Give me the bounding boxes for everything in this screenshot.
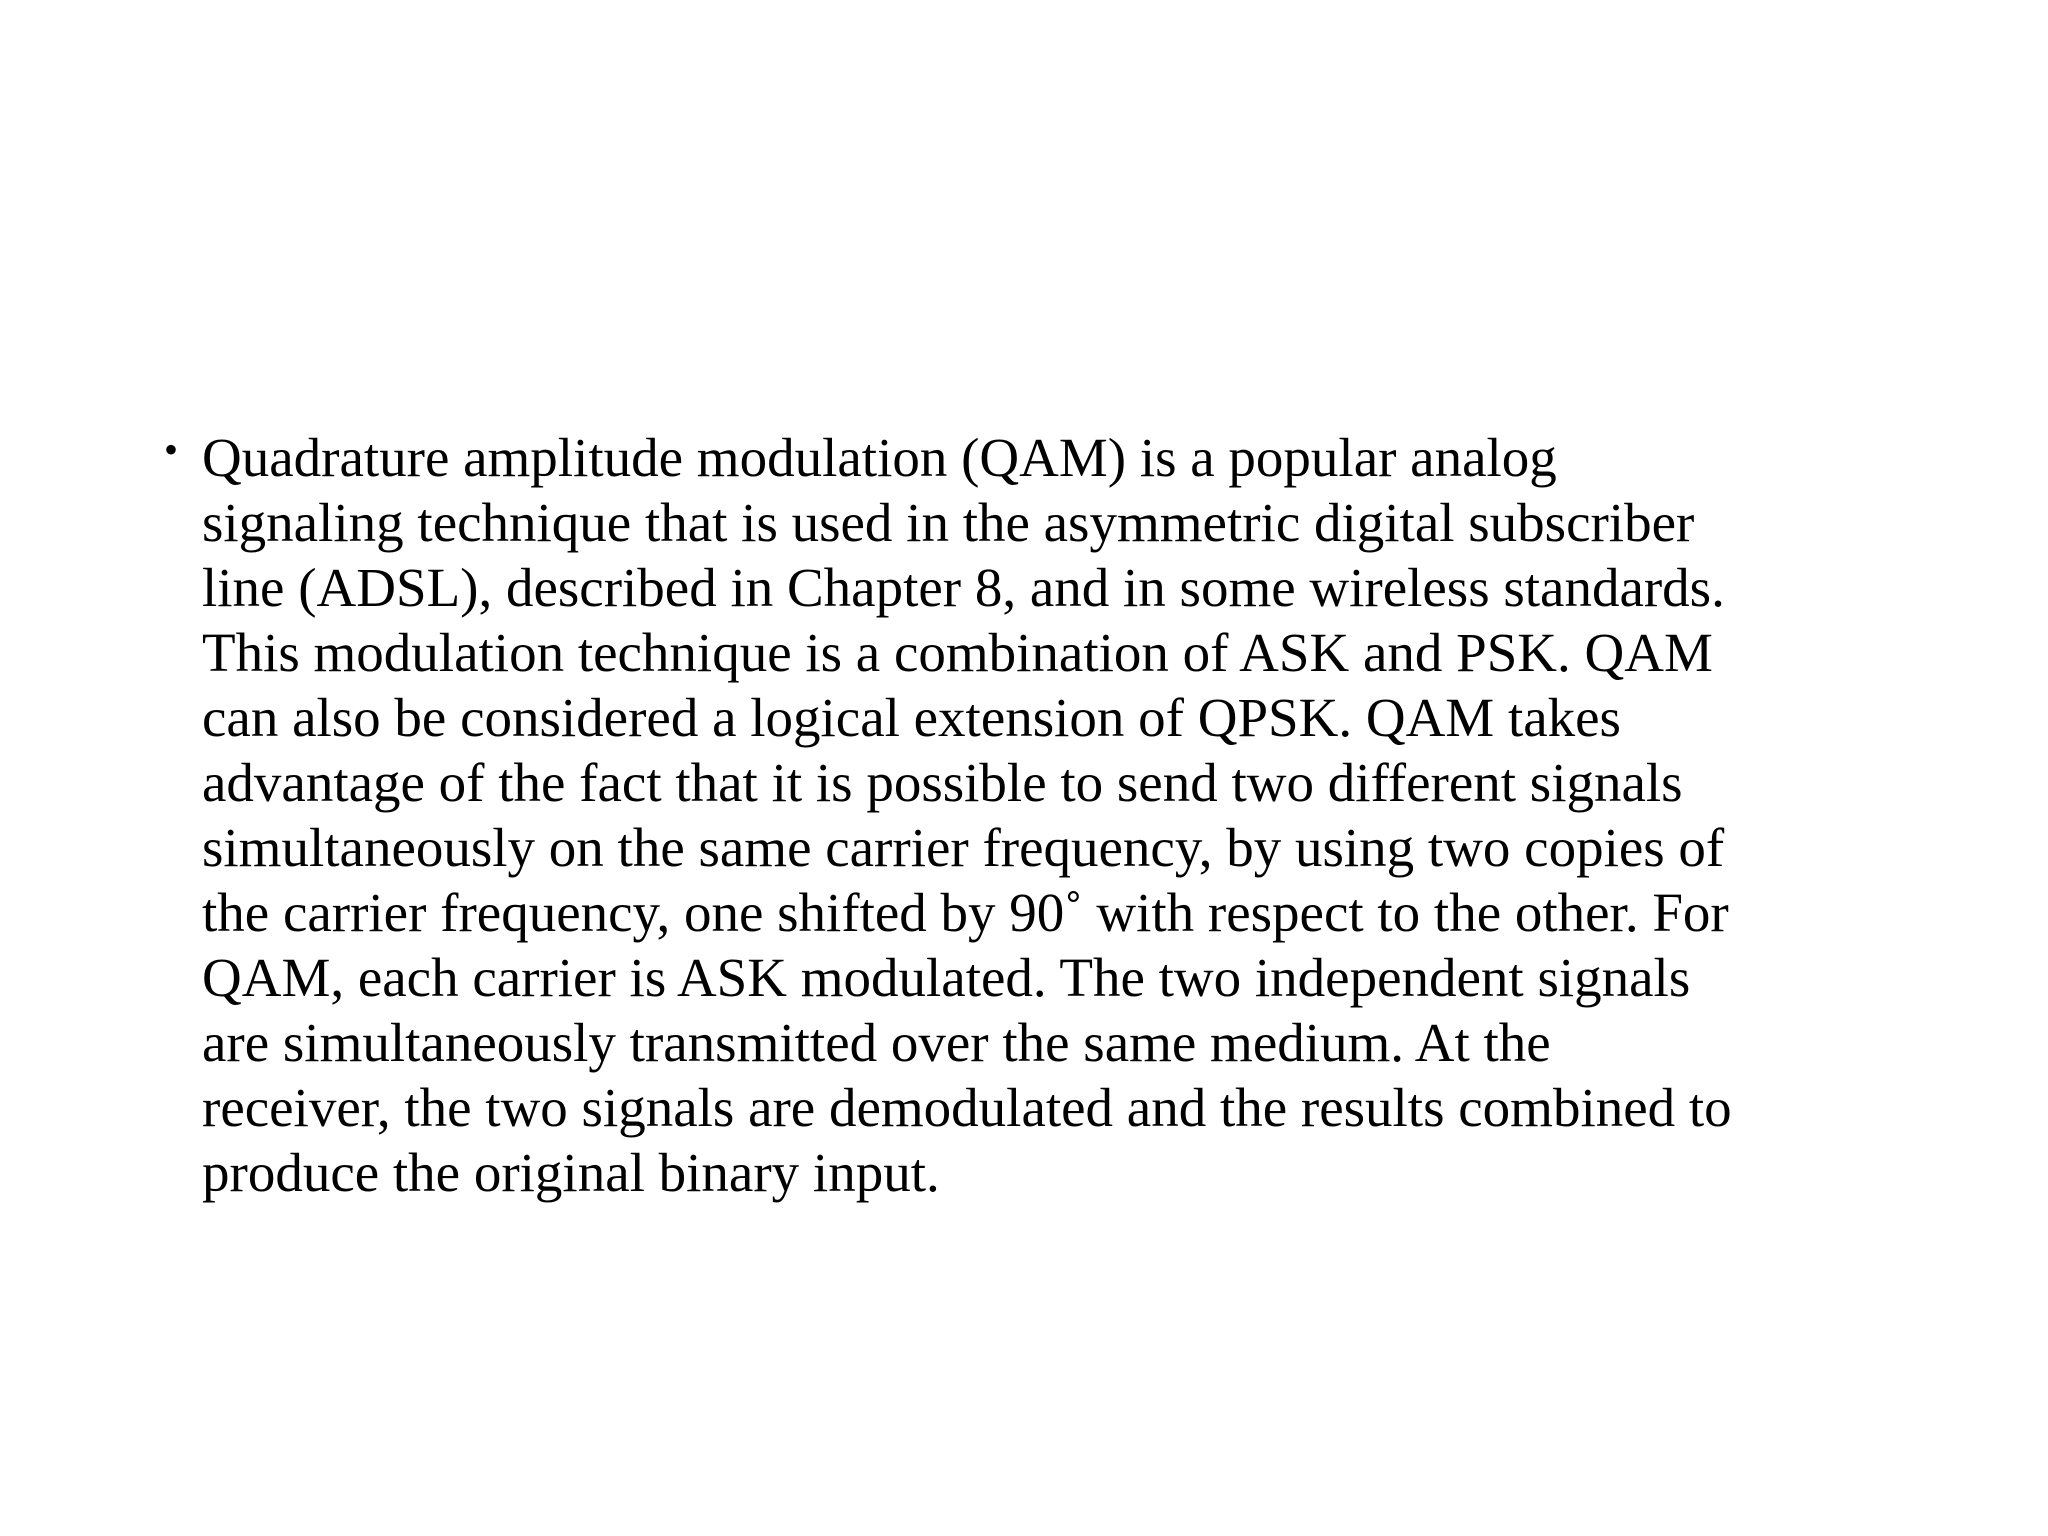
bullet-marker: • <box>164 427 179 472</box>
paragraph-line: are simultaneously transmitted over the same medium. At the <box>202 1012 1551 1073</box>
paragraph-line: the carrier frequency, one shifted by 90˚ with respect to the other. For <box>202 882 1729 943</box>
bullet-list <box>160 425 1920 1205</box>
paragraph-line: Quadrature amplitude modulation (QAM) is a popular analog <box>202 427 1557 488</box>
paragraph-line: can also be considered a logical extension of QPSK. QAM takes <box>202 687 1621 748</box>
paragraph-line: produce the original binary input. <box>202 1142 940 1203</box>
paragraph-line: line (ADSL), described in Chapter 8, and in some wireless standards. <box>202 557 1725 618</box>
bullet-item-qam <box>160 425 1920 1205</box>
paragraph-line: receiver, the two signals are demodulated and the results combined to <box>202 1077 1732 1138</box>
paragraph-line: simultaneously on the same carrier frequency, by using two copies of <box>202 817 1725 878</box>
paragraph-line: advantage of the fact that it is possible to send two different signals <box>202 752 1683 813</box>
paragraph-line: QAM, each carrier is ASK modulated. The two independent signals <box>202 947 1691 1008</box>
paragraph-line: signaling technique that is used in the asymmetric digital subscriber <box>202 492 1695 553</box>
paragraph-line: This modulation technique is a combination of ASK and PSK. QAM <box>202 622 1713 683</box>
